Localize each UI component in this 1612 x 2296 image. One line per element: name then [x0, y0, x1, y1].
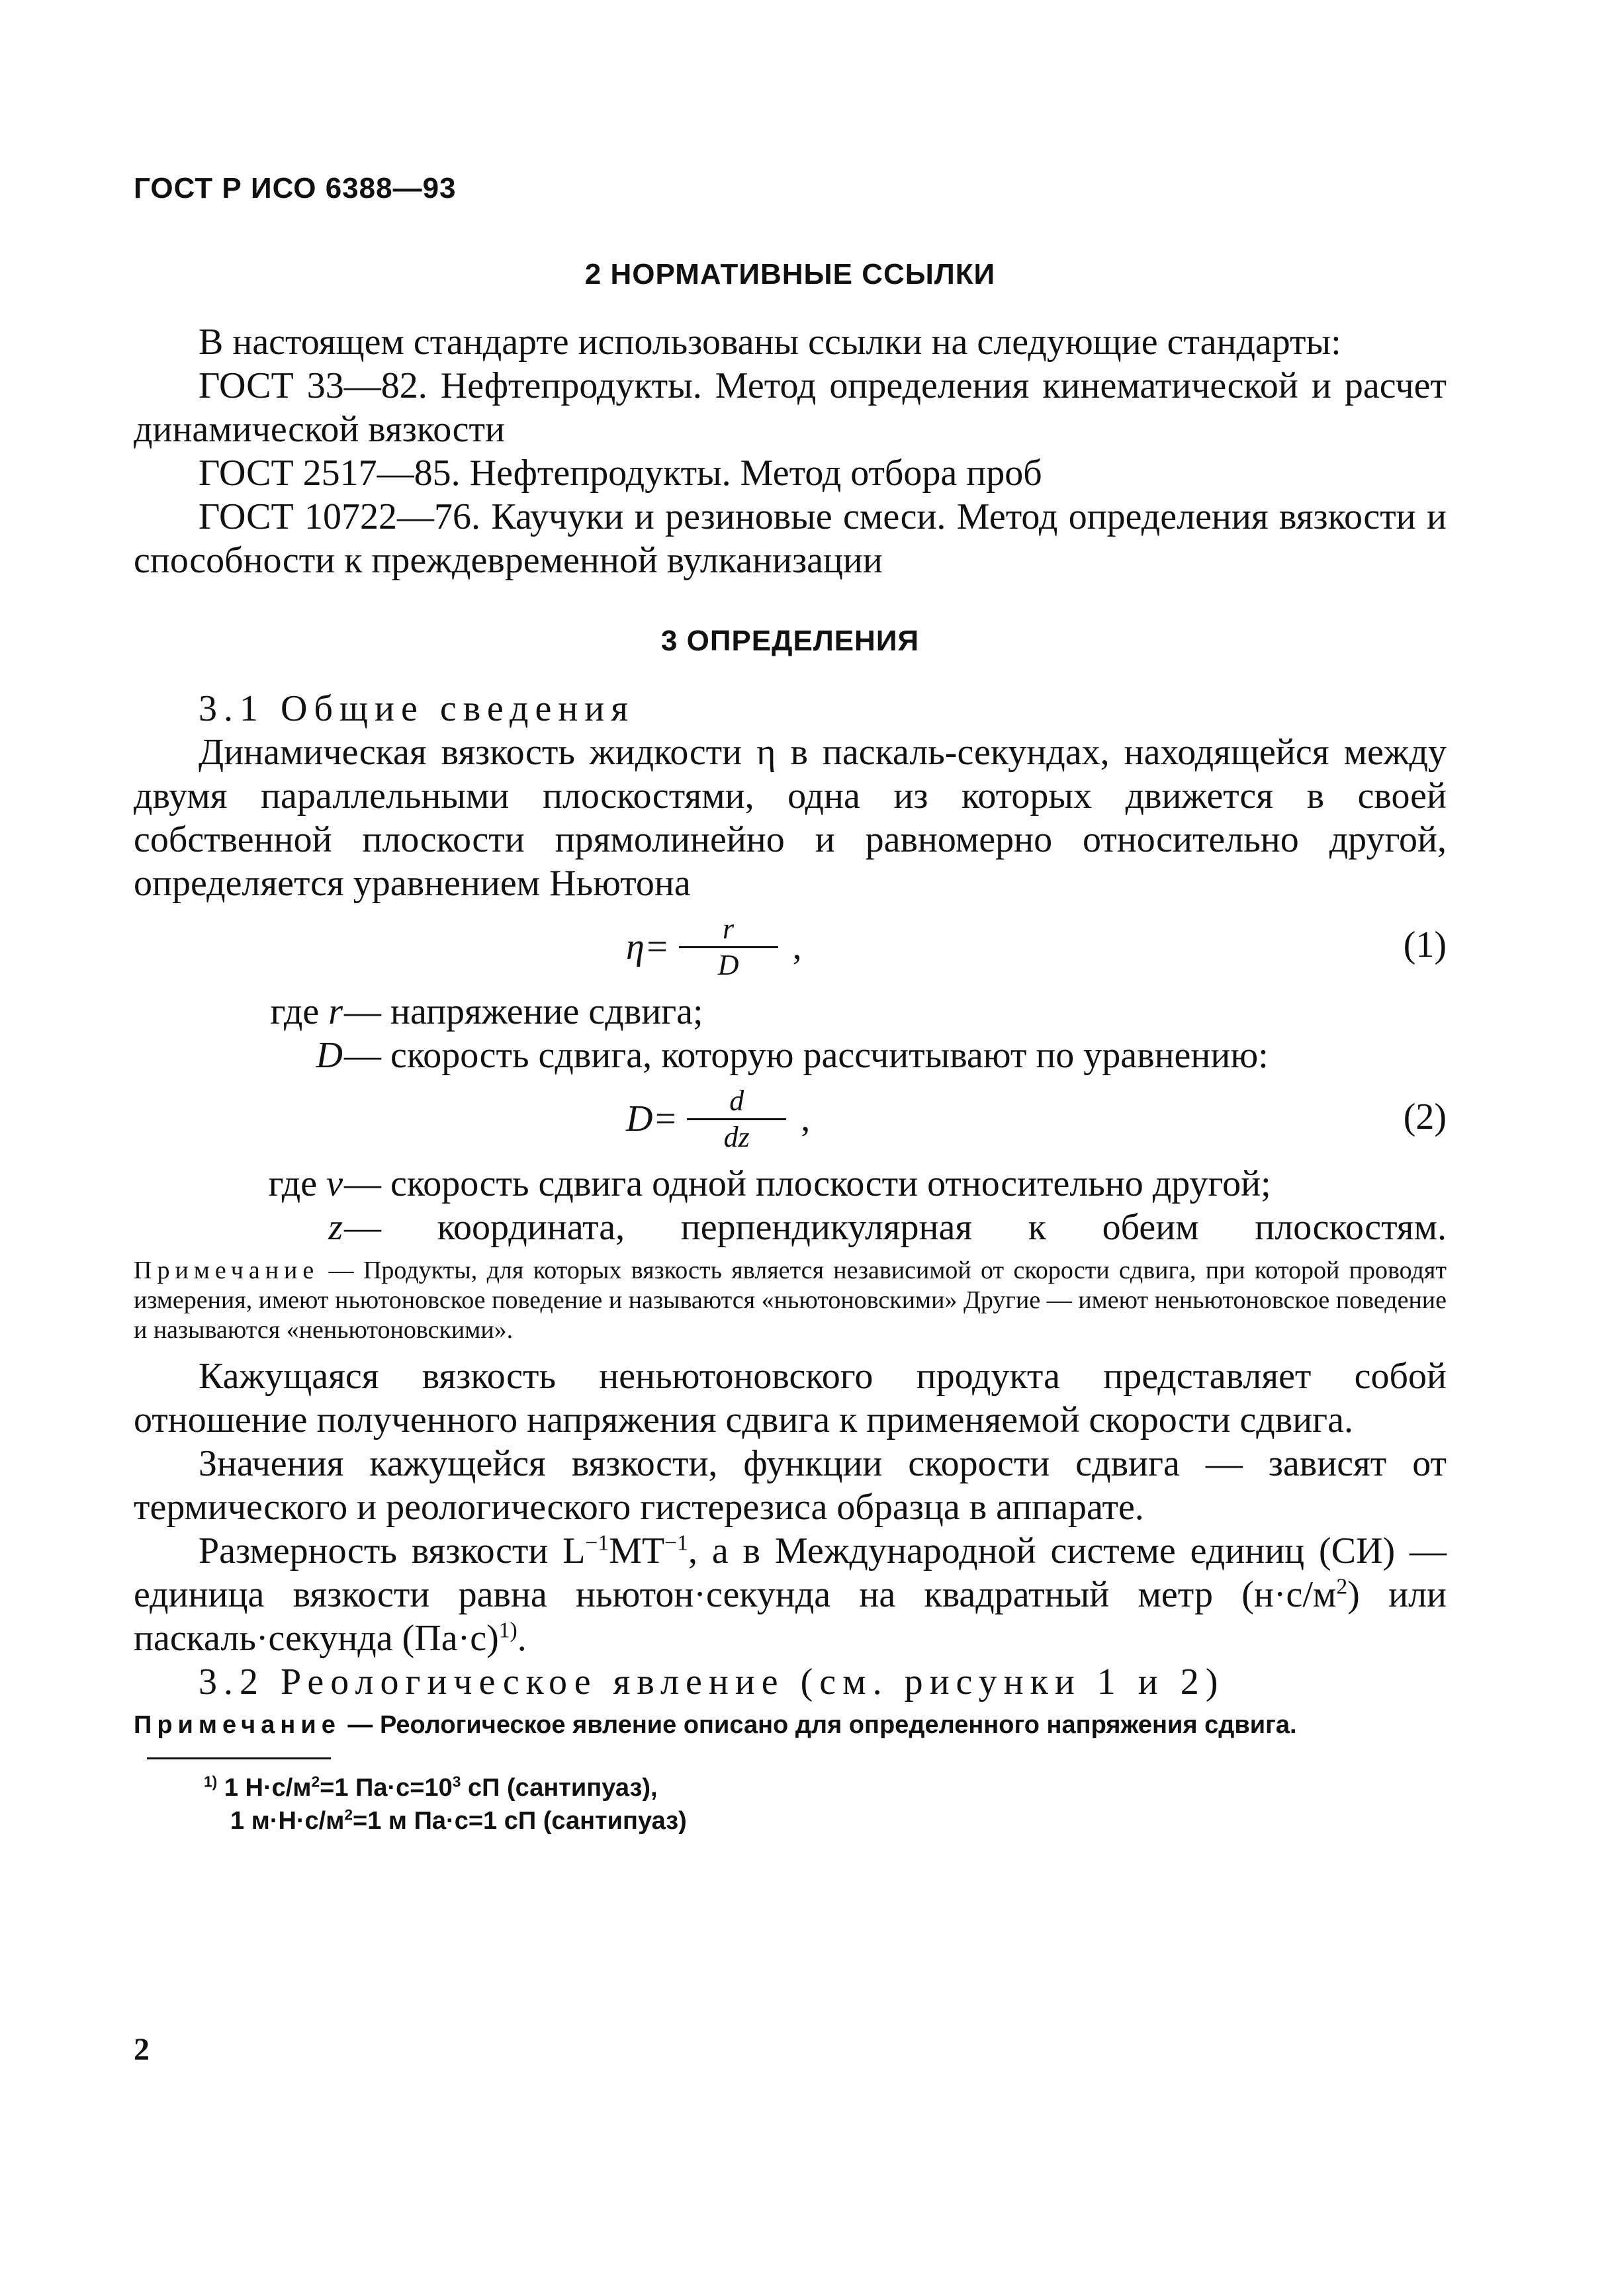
footnote-line-1: $^{1)}$ 1 $Н\cdot с/м^2=1$ $Па\cdot с=10^3$ сП (сантипуаз),: [204, 1773, 658, 1802]
legend-row: z — координата, перпендикулярная к обеим плоскостям.: [328, 1207, 1447, 1248]
newton-definition-paragraph: Динамическая вязкость жидкости η в паскаль-секундах, находящейся между двумя параллельными плоскостями, одна из которых движется в своей собственной плоскости прямолинейно и равномерно относительно другой, определяется уравнением Ньютона: [134, 732, 1447, 904]
equation-2-denominator: dz: [723, 1120, 750, 1153]
legend-row: где v — скорость сдвига одной плоскости относительно другой;: [268, 1163, 1271, 1204]
legend-row: где r — напряжение сдвига;: [270, 991, 703, 1032]
page-number: 2: [134, 2032, 150, 2067]
equation-1-numerator: r: [723, 912, 735, 945]
viscosity-values-paragraph: Значения кажущейся вязкости, функции скорости сдвига — зависят от термического и реологического гистерезиса образца в аппарате.: [134, 1443, 1447, 1528]
equation-1-denominator: D: [717, 948, 739, 981]
viscosity-dimension-paragraph: Размерность вязкости $L^{-1}MT^{-1}$, а в Международной системе единиц (СИ) — единица вязкости равна ньютон·секунда на квадратный метр $(н\cdot с/м^2)$ или паскаль·секунда $(Па\cdot с)^{1)}$.: [134, 1530, 1447, 1659]
section-2-heading: 2 НОРМАТИВНЫЕ ССЫЛКИ: [584, 258, 996, 290]
equation-1-number: (1): [1403, 924, 1447, 965]
equation-1-legend: [134, 990, 1447, 1077]
equation-2-legend: [134, 1162, 1447, 1249]
note-label: Примечание: [134, 1711, 341, 1739]
legend-row: D — скорость сдвига, которую рассчитывают по уравнению:: [316, 1035, 1269, 1076]
reference-gost-10722: ГОСТ 10722—76. Каучуки и резиновые смеси. Метод определения вязкости и способности к преждевременной вулканизации: [134, 496, 1447, 581]
equation-2-lhs: D=: [626, 1098, 678, 1139]
equation-2-numerator: d: [729, 1084, 744, 1117]
equation-1: η= $\frac{r}{D}$ , (1): [626, 912, 1447, 981]
section-2-intro: В настоящем стандарте использованы ссылки на следующие стандарты:: [199, 322, 1341, 363]
subsection-3-1-title: 3.1 Общие сведения: [199, 688, 635, 729]
equation-2-number: (2): [1403, 1096, 1447, 1137]
apparent-viscosity-paragraph: Кажущаяся вязкость неньютоновского продукта представляет собой отношение полученного напряжения сдвига к применяемой скорости сдвига.: [134, 1356, 1447, 1440]
footnote-divider: [147, 1757, 331, 1759]
section-3-heading: 3 ОПРЕДЕЛЕНИЯ: [660, 625, 920, 657]
equation-1-lhs: η=: [626, 926, 670, 967]
subsection-3-2-title: 3.2 Реологическое явление (см. рисунки 1 и 2): [199, 1661, 1225, 1702]
footnote-reference: 1): [498, 1618, 517, 1643]
equation-2: D= $\frac{d}{dz}$ , (2): [626, 1084, 1447, 1153]
reference-gost-2517: ГОСТ 2517—85. Нефтепродукты. Метод отбора проб: [199, 453, 1042, 494]
note-newtonian: Примечание — Продукты, для которых вязкость является независимой от скорости сдвига, при которой проводят измерения, имеют ньютоновское поведение и называются «ньютоновскими» Другие — имеют неньютоновское поведение и называются «неньютоновскими».: [134, 1257, 1447, 1344]
footnote-line-2: 1 $м\cdot Н\cdot с/м^2=1$ м Па·с=1 сП (сантипуаз): [230, 1806, 687, 1835]
note-rheological: Примечание — Реологическое явление описано для определенного напряжения сдвига.: [134, 1711, 1297, 1739]
reference-gost-33: ГОСТ 33—82. Нефтепродукты. Метод определения кинематической и расчет динамической вязкости: [134, 365, 1447, 450]
note-label: Примечание: [134, 1257, 320, 1284]
running-header: ГОСТ Р ИСО 6388—93: [134, 172, 457, 204]
